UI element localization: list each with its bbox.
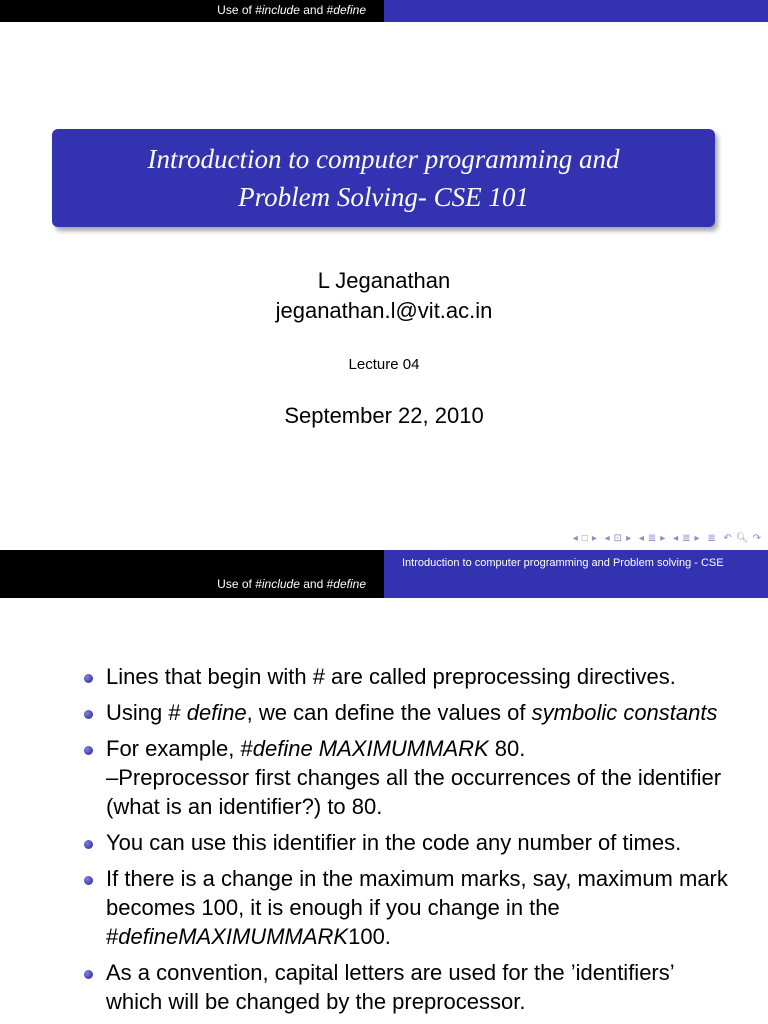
- author-name: L Jeganathan: [317, 268, 451, 293]
- slide2-header-right: [384, 576, 768, 598]
- bullet-list: [82, 662, 732, 1023]
- search-icon[interactable]: 🔍︎: [735, 533, 750, 544]
- slide2-title-bar: [384, 550, 768, 576]
- bullet-item: Lines that begin with # are called preprocessing directives.: [82, 662, 732, 691]
- section-icon[interactable]: ≣: [647, 533, 658, 544]
- title-box: [52, 129, 715, 227]
- author-email: jeganathan.l@vit.ac.in: [275, 298, 493, 323]
- slide1-header-right: [384, 0, 768, 22]
- bullet-item: For example, #define MAXIMUMMARK 80. –Preprocessor first changes all the occurrences of the identifier (what is an identifier?) to 80.: [82, 734, 732, 821]
- subsection-icon[interactable]: ⊡: [613, 533, 624, 544]
- slide2-header-text: Use of #include and #define: [217, 577, 366, 591]
- bullet-item: As a convention, capital letters are used for the ’identifiers’ which will be changed by the preprocessor.: [82, 958, 732, 1016]
- frame-icon[interactable]: □: [581, 533, 589, 544]
- lecture-date: September 22, 2010: [284, 403, 484, 428]
- subsubsection-icon[interactable]: ≣: [682, 533, 692, 544]
- section-next-icon[interactable]: ▸: [660, 533, 667, 544]
- slide2-course-title: Introduction to computer programming and Problem solving - CSE: [402, 557, 724, 569]
- frame-prev-icon[interactable]: ◂: [572, 533, 579, 544]
- title-line-2: Problem Solving- CSE 101: [238, 182, 529, 212]
- frame-next-icon[interactable]: ▸: [591, 533, 598, 544]
- subsection-prev-icon[interactable]: ◂: [604, 533, 611, 544]
- undo-icon[interactable]: ↶: [723, 533, 733, 544]
- lecture-label: Lecture 04: [348, 356, 420, 373]
- slide1-header-text: Use of #include and #define: [217, 3, 366, 17]
- slide2-header-left: [0, 550, 384, 598]
- navigation-bar: [570, 533, 762, 544]
- subsubsection-next-icon[interactable]: ▸: [694, 533, 701, 544]
- redo-icon[interactable]: ↷: [752, 533, 762, 544]
- bullet-item: You can use this identifier in the code any number of times.: [82, 828, 732, 857]
- bullet-item: Using # define, we can define the values of symbolic constants: [82, 698, 732, 727]
- bullet-item: If there is a change in the maximum marks, say, maximum mark becomes 100, it is enough if you change in the #defineMAXIMUMMARK100.: [82, 864, 732, 951]
- document-icon[interactable]: ≣: [707, 533, 717, 544]
- subsection-next-icon[interactable]: ▸: [626, 533, 633, 544]
- subsubsection-prev-icon[interactable]: ◂: [673, 533, 680, 544]
- title-line-1: Introduction to computer programming and: [147, 144, 620, 174]
- section-prev-icon[interactable]: ◂: [638, 533, 645, 544]
- slide1-header-left: [0, 0, 384, 22]
